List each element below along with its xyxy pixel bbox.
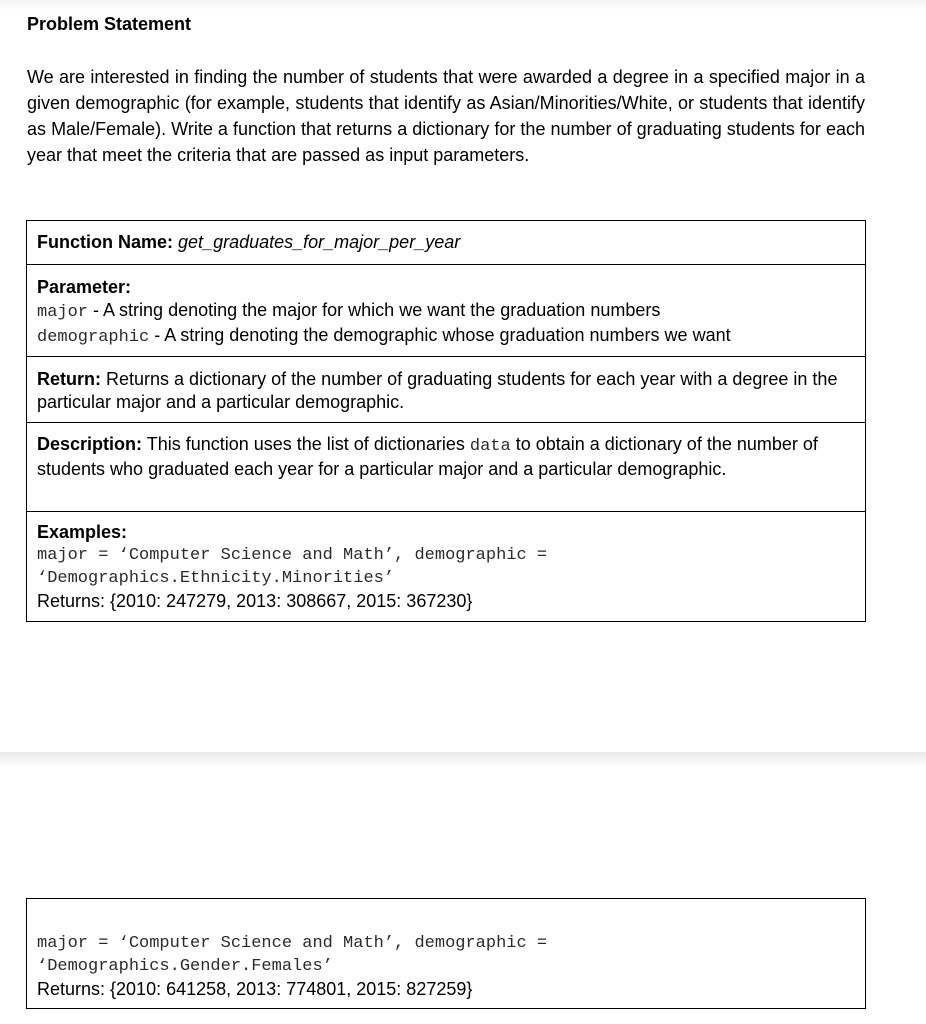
page-break bbox=[0, 752, 926, 766]
function-name-label: Function Name: bbox=[37, 232, 174, 252]
description-label: Description: bbox=[37, 434, 143, 454]
parameter-desc: - A string denoting the demographic whose graduation numbers we want bbox=[154, 325, 731, 345]
parameter-label: Parameter: bbox=[37, 277, 132, 297]
examples-row bbox=[27, 511, 865, 621]
parameter-name: major bbox=[37, 303, 89, 322]
parameter-demographic bbox=[37, 324, 855, 349]
example2-args-line1: major = ‘Computer Science and Math’, demographic = bbox=[37, 934, 548, 953]
return-text: Returns a dictionary of the number of graduating students for each year with a degree in the particular major and a particular demographic. bbox=[37, 369, 838, 412]
page-top-edge bbox=[0, 0, 926, 10]
function-spec-table bbox=[26, 220, 866, 622]
example1-args-line1: major = ‘Computer Science and Math’, demographic = bbox=[37, 546, 548, 565]
description-row bbox=[27, 422, 865, 511]
problem-statement-heading: Problem Statement bbox=[27, 14, 192, 34]
example2-returns: Returns: {2010: 641258, 2013: 774801, 2015: 827259} bbox=[37, 979, 473, 999]
parameter-major bbox=[37, 299, 855, 324]
example1-returns: Returns: {2010: 247279, 2013: 308667, 2015: 367230} bbox=[37, 591, 473, 611]
parameter-row bbox=[27, 264, 865, 356]
function-name-value: get_graduates_for_major_per_year bbox=[178, 232, 461, 252]
return-label: Return: bbox=[37, 369, 101, 389]
example2-box bbox=[26, 898, 866, 1009]
problem-intro-paragraph: We are interested in finding the number of students that were awarded a degree in a specified major in a given demographic (for example, students that identify as Asian/Minorities/White, or students that identify as Male/Female). Write a function that returns a dictionary for the number of graduating students for each year that meet the criteria that are passed as input parameters. bbox=[27, 67, 865, 165]
function-name-row bbox=[27, 221, 865, 264]
example2-args-line2: ‘Demographics.Gender.Females’ bbox=[37, 957, 333, 976]
description-code: data bbox=[469, 437, 511, 456]
return-row bbox=[27, 356, 865, 422]
description-text-after: to obtain a dictionary of the number of students who graduated each year for a particular major and a particular demographic. bbox=[37, 434, 818, 479]
example1-args-line2: ‘Demographics.Ethnicity.Minorities’ bbox=[37, 569, 395, 588]
parameter-desc: - A string denoting the major for which we want the graduation numbers bbox=[93, 300, 661, 320]
description-text-before: This function uses the list of dictionaries bbox=[146, 434, 465, 454]
parameter-name: demographic bbox=[37, 328, 150, 347]
examples-label: Examples: bbox=[37, 522, 128, 542]
